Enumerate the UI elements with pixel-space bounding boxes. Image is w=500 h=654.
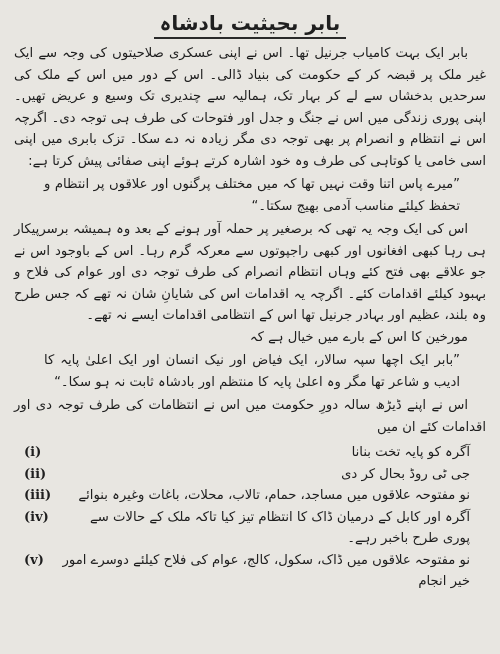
- list-item-number: (i): [24, 445, 42, 460]
- list-item-text: آگرہ اور کابل کے درمیان ڈاک کا انتظام تیز کیا تاکہ ملک کے حالات سے پوری طرح باخبر رہے۔: [90, 509, 470, 546]
- list-item-text: نو مفتوحہ علاقوں میں ڈاک، سکول، کالج، عوام کی فلاح کیلئے دوسرے امور خیر انجام: [62, 552, 470, 589]
- list-item-number: (iv): [24, 509, 49, 525]
- block-quote-1: ”میرے پاس اتنا وقت نہیں تھا کہ میں مختلف پرگنوں اور علاقوں پر انتظام و تحفظ کیلئے مناسب آدمی بھیج سکتا۔“: [44, 177, 460, 214]
- measures-list: [14, 442, 486, 593]
- paragraph-4: اس نے اپنے ڈیڑھ سالہ دورِ حکومت میں اس نے انتظامات کی طرف توجہ دی اور اقدامات کئے ان میں: [14, 398, 486, 435]
- block-quote-2: ”بابر ایک اچھا سپہ سالار، ایک فیاض اور نیک انسان اور ایک اعلیٰ پایہ کا ادیب و شاعر تھا مگر وہ اعلیٰ پایہ کا منتظم اور بادشاہ ثابت نہ ہو سکا۔“: [44, 353, 460, 390]
- list-item: [14, 507, 486, 550]
- intro-paragraph: بابر ایک بہت کامیاب جرنیل تھا۔ اس نے اپنی عسکری صلاحیتوں کی وجہ سے ایک غیر ملک پر قبضہ کر کے حکومت کی بنیاد ڈالی۔ اس کے دور میں اس کے ملک کی سرحدیں بدخشاں سے لے کر بہار تک، ہمالیہ سے چندیری تک وسیع و عریض تھیں۔ اپنی پوری زندگی میں اس نے جنگ و جدل اور فتوحات کی طرف ہی توجہ دی۔ اگرچہ اس نے انتظام و انصرام پر بھی توجہ دی مگر زیادہ نہ دے سکا۔ تزک بابری میں اپنی اسی خامی یا کوتاہی کی طرف وہ خود اشارہ کرتے ہوئے اپنی صفائی پیش کرتا ہے:: [14, 46, 486, 169]
- page-title-text: بابر بحیثیت بادشاہ: [154, 10, 347, 39]
- page-title: [14, 10, 486, 39]
- paragraph-3: مورخین کا اس کے بارے میں خیال ہے کہ: [249, 329, 468, 345]
- paragraph-2: اس کی ایک وجہ یہ تھی کہ برصغیر پر حملہ آور ہونے کے بعد وہ ہمیشہ برسرپیکار ہی رہا کبھی افغانوں اور کبھی راجپوتوں سے معرکہ گرم رہا۔ اس کے باوجود اس نے جو علاقے بھی فتح کئے وہاں انتظام انصرام کی طرف توجہ دی اور عوام کی فلاح و بہبود کیلئے اقدامات کئے۔ اگرچہ یہ اقدامات اس کی شایانِ شان نہ تھے کہ جس طرح وہ بلند، عظیم اور بہادر جرنیل تھا اس کے انتظامی اقدامات ایسے نہ تھے۔: [14, 222, 486, 323]
- list-item: [14, 442, 486, 464]
- list-item: [14, 464, 486, 486]
- list-item-text: نو مفتوحہ علاقوں میں مساجد، حمام، تالاب، محلات، باغات وغیرہ بنوائے: [78, 488, 470, 503]
- list-item-text: جی ٹی روڈ بحال کر دی: [341, 466, 470, 482]
- list-item: [14, 550, 486, 593]
- list-item-number: (v): [24, 552, 44, 568]
- list-item-number: (ii): [24, 466, 47, 482]
- list-item: [14, 485, 486, 507]
- list-item-number: (iii): [24, 488, 52, 503]
- list-item-text: آگرہ کو پایہ تخت بنانا: [351, 445, 470, 460]
